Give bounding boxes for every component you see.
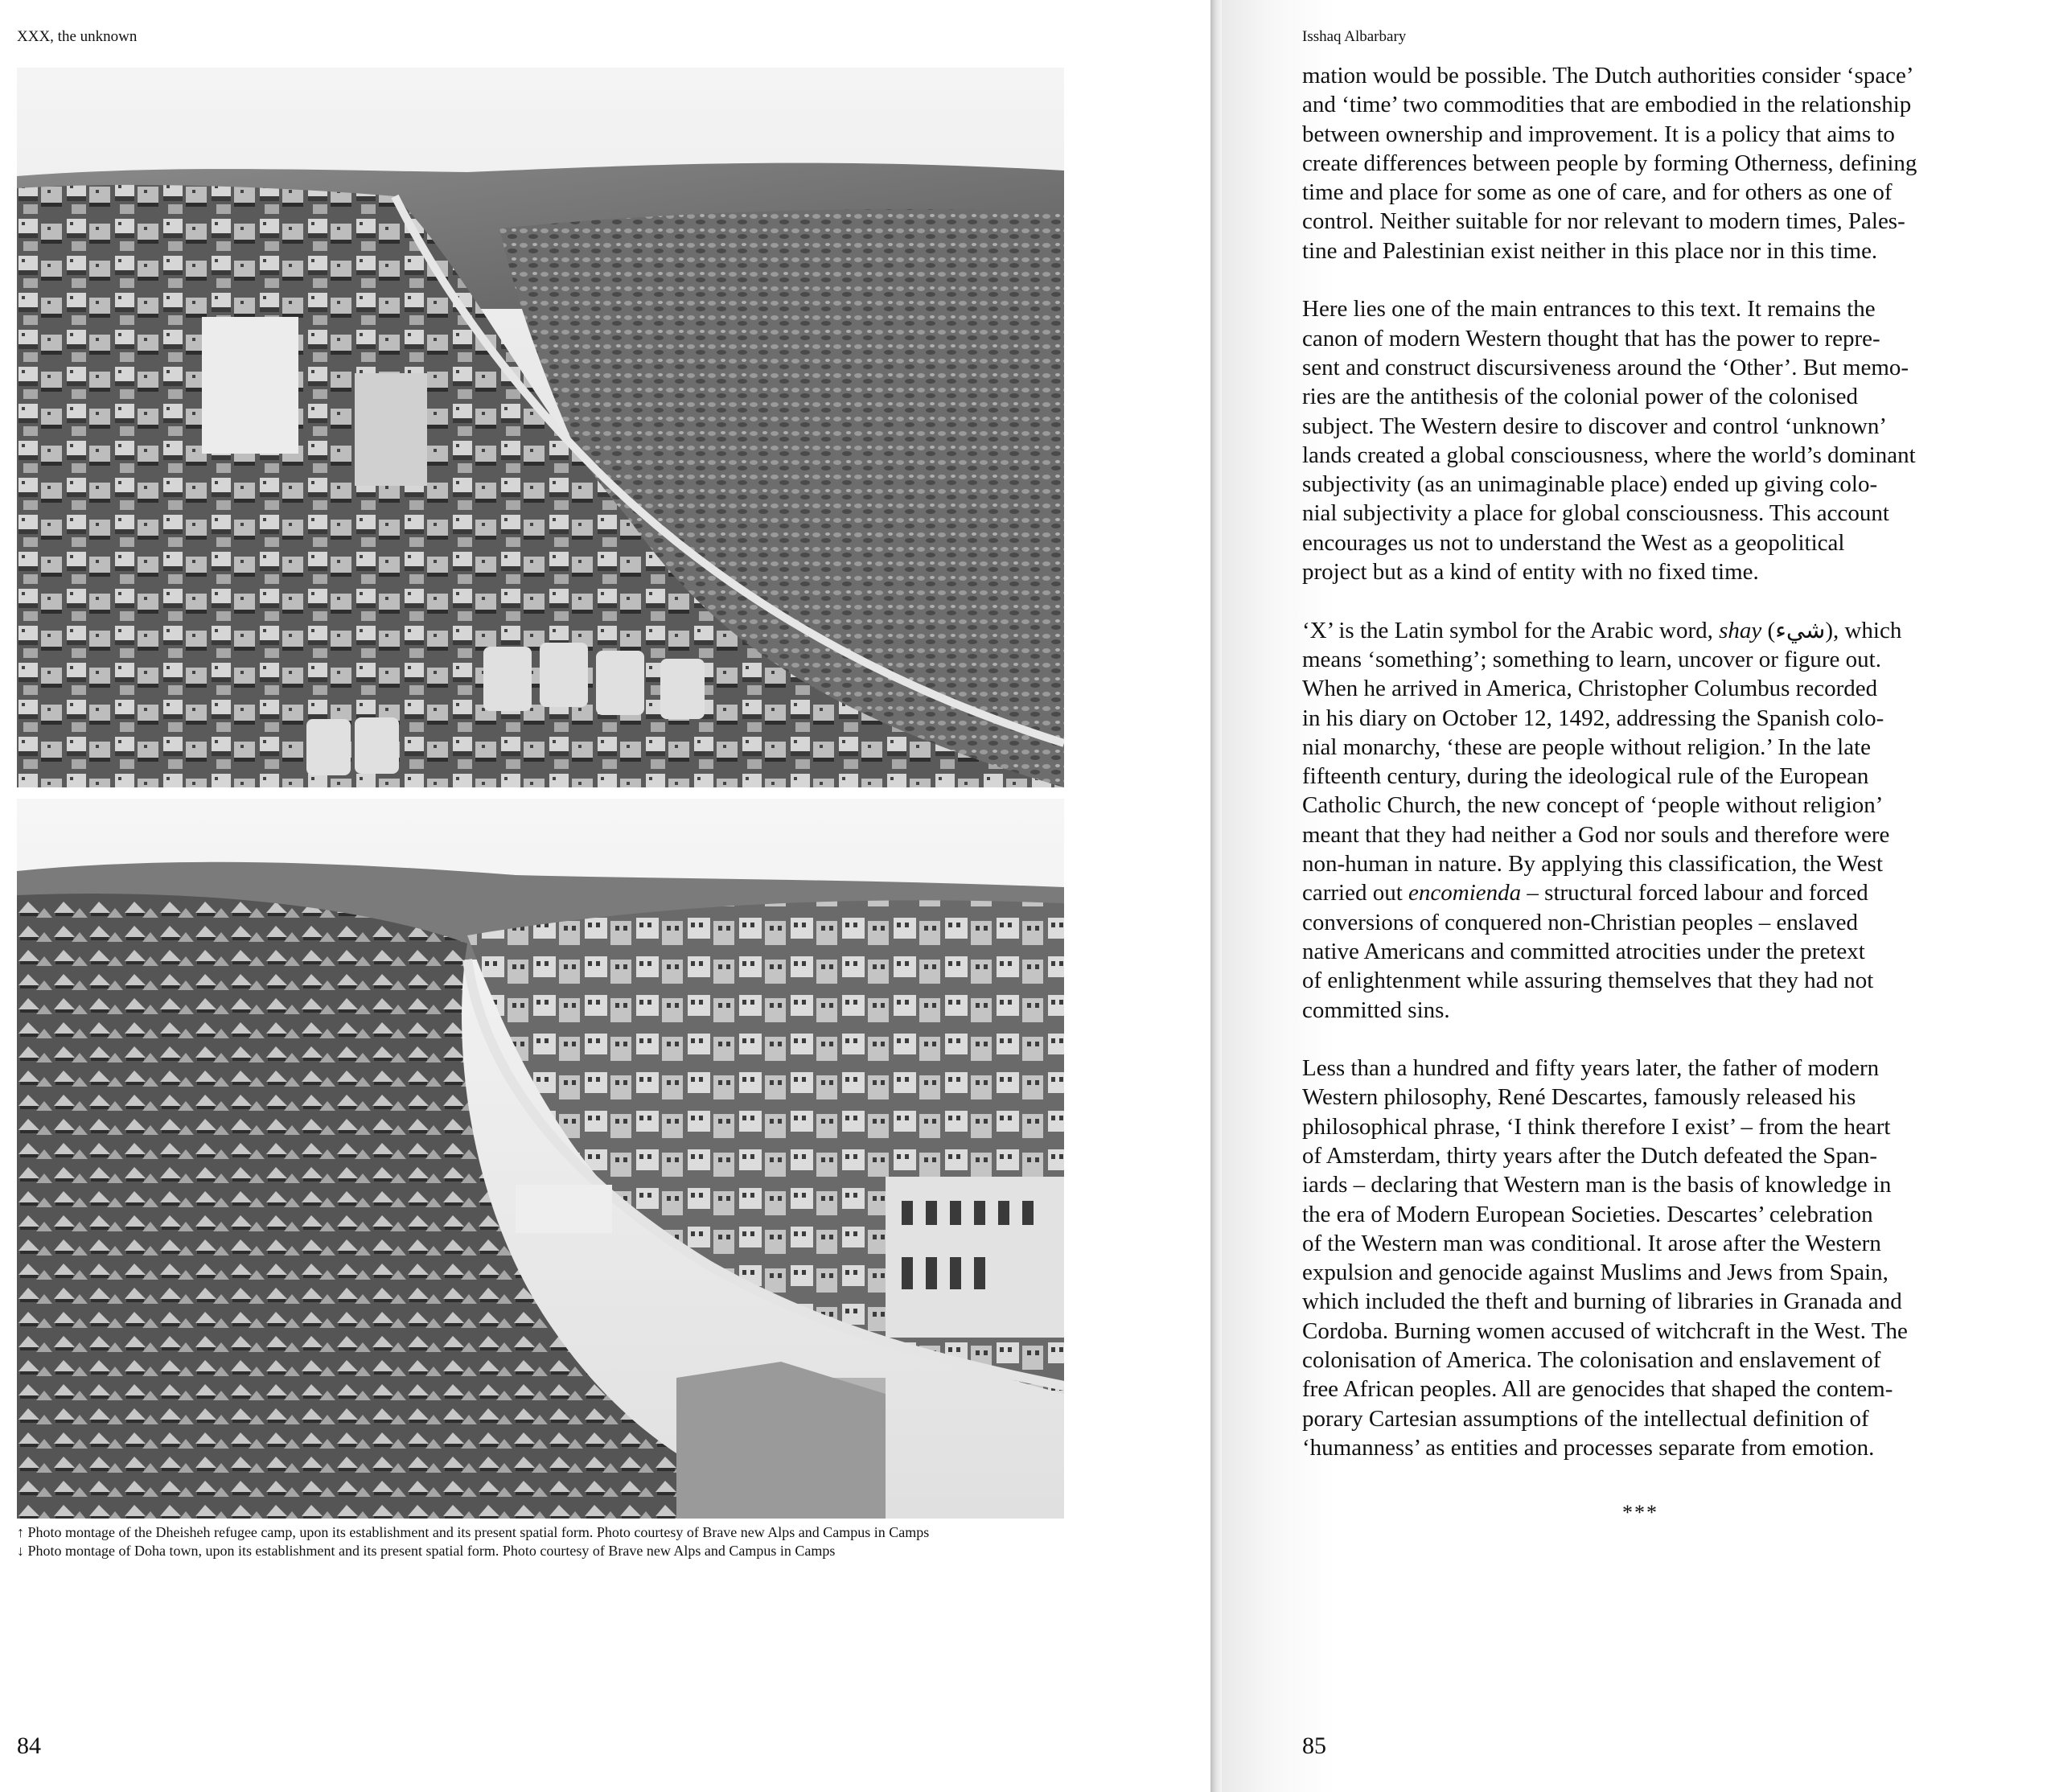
text-line: of the Western man was conditional. It arose after the Western (1302, 1230, 1881, 1256)
text-line: the era of Modern European Societies. Descartes’ celebration (1302, 1201, 1873, 1227)
text-line: subject. The Western desire to discover and control ‘unknown’ (1302, 413, 1888, 439)
paragraph-2 (1302, 294, 2054, 586)
text-line: iards – declaring that Western man is the basis of knowledge in (1302, 1172, 1892, 1198)
text-line: Less than a hundred and fifty years later, the father of modern (1302, 1055, 1880, 1082)
text-line: subjectivity (as an unimaginable place) ended up giving colo- (1302, 471, 1878, 498)
text-line: sent and construct discursiveness around the ‘Other’. But memo- (1302, 354, 1909, 380)
text-line: fifteenth century, during the ideological rule of the European (1302, 763, 1869, 790)
dheisheh-photo-art (17, 68, 1064, 787)
text-line: between ownership and improvement. It is a policy that aims to (1302, 121, 1895, 147)
text-line: committed sins. (1302, 997, 1450, 1023)
dheisheh-camp-photo (17, 68, 1064, 787)
text-line: encourages us not to understand the West as a geopolitical (1302, 529, 1845, 556)
text-line: which included the theft and burning of libraries in Granada and (1302, 1289, 1902, 1315)
text-line: time and place for some as one of care, and for others as one of (1302, 179, 1893, 206)
text-line: non-human in nature. By applying this classification, the West (1302, 851, 1883, 878)
text-line: free African peoples. All are genocides that shaped the contem- (1302, 1376, 1893, 1403)
text-line: nial monarchy, ‘these are people without religion.’ In the late (1302, 734, 1872, 760)
text-line: conversions of conquered non-Christian peoples – enslaved (1302, 909, 1858, 935)
text-line: Catholic Church, the new concept of ‘people without religion’ (1302, 792, 1884, 819)
paragraph-1 (1302, 61, 2054, 265)
italic-term: encomienda (1408, 880, 1522, 906)
text-line: lands created a global consciousness, where the world’s dominant (1302, 442, 1916, 468)
text-line: canon of modern Western thought that has the power to repre- (1302, 325, 1880, 351)
right-page-number: 85 (1302, 1732, 1326, 1759)
text-line: project but as a kind of entity with no fixed time. (1302, 559, 1759, 586)
text-line: ‘humanness’ as entities and processes separate from emotion. (1302, 1434, 1875, 1461)
text-line: of enlightenment while assuring themselves that they had not (1302, 968, 1874, 994)
text-line: and ‘time’ two commodities that are embodied in the relationship (1302, 92, 1912, 118)
text-line: nial subjectivity a place for global consciousness. This account (1302, 500, 1889, 527)
text-line: porary Cartesian assumptions of the intellectual definition of (1302, 1405, 1869, 1432)
text-line: Here lies one of the main entrances to this text. It remains the (1302, 296, 1876, 323)
text-line: in his diary on October 12, 1492, addressing the Spanish colo- (1302, 705, 1884, 731)
text-line: ‘X’ is the Latin symbol for the Arabic word, shay (شيء), which (1302, 617, 1902, 643)
text-line: carried out encomienda – structural forced labour and forced (1302, 880, 1868, 906)
text-line: philosophical phrase, ‘I think therefore I exist’ – from the heart (1302, 1113, 1891, 1140)
left-running-head: XXX, the unknown (17, 28, 138, 45)
text-line: create differences between people by forming Otherness, defining (1302, 150, 1917, 176)
text-line: When he arrived in America, Christopher Columbus recorded (1302, 676, 1878, 702)
photo-captions (17, 1523, 1191, 1560)
text-line: expulsion and genocide against Muslims and Jews from Spain, (1302, 1260, 1888, 1286)
text-line: Western philosophy, René Descartes, famously released his (1302, 1084, 1856, 1111)
caption-bottom-photo: ↓ Photo montage of Doha town, upon its establishment and its present spatial form. Photo courtesy of Brave new Alps and Campus in Camps (17, 1543, 836, 1559)
text-line: ries are the antithesis of the colonial power of the colonised (1302, 384, 1858, 410)
text-line: means ‘something’; something to learn, uncover or figure out. (1302, 646, 1881, 672)
text-line: control. Neither suitable for nor relevant to modern times, Pales- (1302, 208, 1905, 235)
paragraph-4 (1302, 1054, 2054, 1462)
text-line: of Amsterdam, thirty years after the Dutch defeated the Span- (1302, 1142, 1878, 1169)
section-separator: *** (1622, 1501, 1658, 1524)
italic-term: shay (1719, 617, 1762, 643)
doha-photo-art (17, 799, 1064, 1519)
right-running-head: Isshaq Albarbary (1302, 28, 1407, 45)
text-line: native Americans and committed atrocities under the pretext (1302, 938, 1865, 964)
paragraph-3 (1302, 616, 2054, 1025)
doha-town-photo (17, 799, 1064, 1519)
text-line: Cordoba. Burning women accused of witchcraft in the West. The (1302, 1317, 1908, 1344)
body-text (1302, 61, 2054, 1492)
left-page-number: 84 (17, 1732, 41, 1759)
caption-top-photo: ↑ Photo montage of the Dheisheh refugee camp, upon its establishment and its present spatial form. Photo courtesy of Brave new Alps and Campus in Camps (17, 1524, 930, 1540)
text-line: meant that they had neither a God nor souls and therefore were (1302, 821, 1890, 848)
text-line: tine and Palestinian exist neither in this place nor in this time. (1302, 237, 1878, 264)
text-line: mation would be possible. The Dutch authorities consider ‘space’ (1302, 63, 1914, 88)
text-line: colonisation of America. The colonisation and enslavement of (1302, 1347, 1881, 1374)
book-gutter (1210, 0, 1222, 1792)
